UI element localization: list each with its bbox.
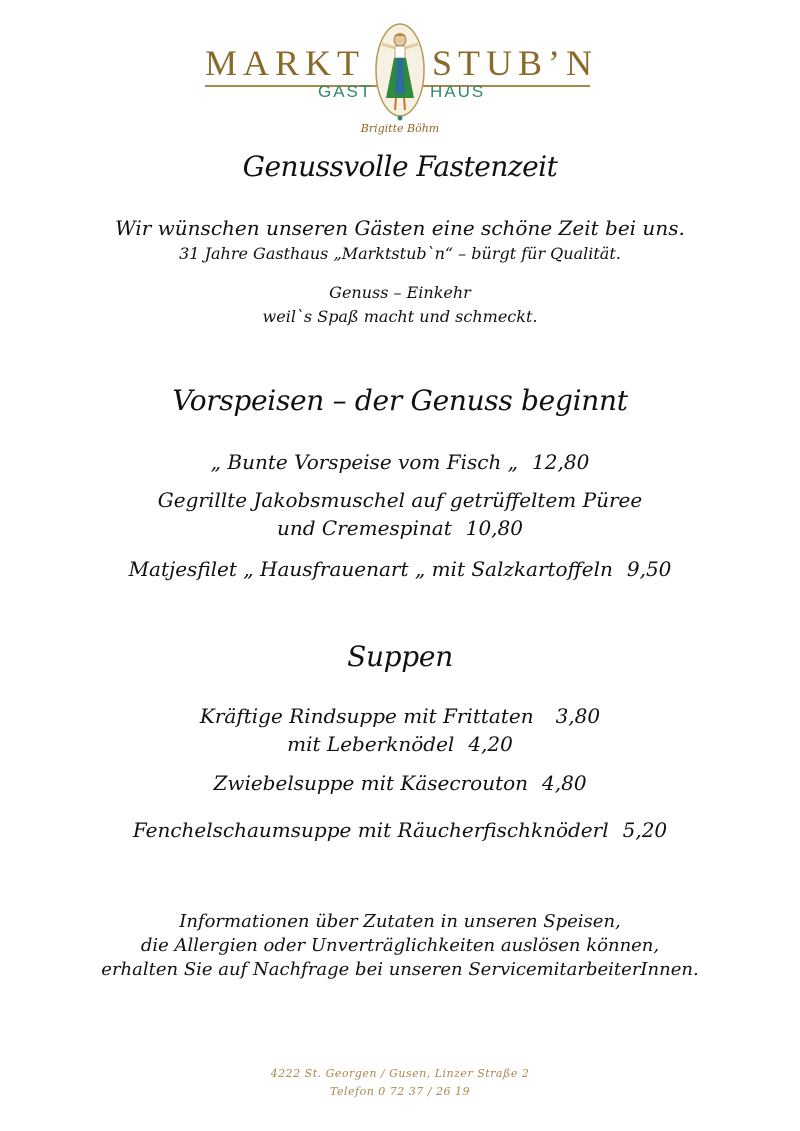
allergen-info-line-1: Informationen über Zutaten in unseren Speisen, (179, 911, 621, 932)
menu-item-price: 9,50 (626, 557, 672, 581)
menu-item-name: mit Leberknödel (287, 732, 455, 756)
intro-line-2: 31 Jahre Gasthaus „Marktstub`n“ – bürgt für Qualität. (179, 244, 621, 263)
menu-item-price: 3,80 (555, 704, 601, 728)
logo-owner-name: Brigitte Böhm (360, 122, 440, 135)
menu-item-name: und Cremespinat (277, 516, 452, 540)
allergen-info-line-2: die Allergien oder Unverträglichkeiten auslösen können, (140, 935, 660, 956)
menu-item (0, 704, 800, 728)
footer-phone: Telefon 0 72 37 / 26 19 (330, 1085, 470, 1098)
intro-line-4: weil`s Spaß macht und schmeckt. (262, 307, 538, 326)
menu-item-name: „ Bunte Vorspeise vom Fisch „ (210, 450, 519, 474)
menu-item-name: Kräftige Rindsuppe mit Frittaten (199, 704, 534, 728)
menu-item-continued (0, 516, 800, 540)
menu-item-price: 4,20 (468, 732, 513, 756)
menu-item-price: 10,80 (465, 516, 523, 540)
logo-sub-left: GAST (318, 82, 373, 101)
section-heading-suppen: Suppen (347, 640, 453, 673)
section-heading-vorspeisen: Vorspeisen – der Genuss beginnt (172, 384, 628, 417)
menu-item-name: Fenchelschaumsuppe mit Räucherfischknöderl (132, 818, 609, 842)
dirndl-figure-icon (370, 22, 430, 122)
menu-item (0, 488, 800, 512)
menu-item-price: 4,80 (542, 771, 587, 795)
allergen-info (0, 910, 800, 982)
menu-item-name: Zwiebelsuppe mit Käsecrouton (213, 771, 529, 795)
intro-line-3: Genuss – Einkehr (329, 283, 471, 302)
menu-item (0, 557, 800, 581)
footer-address: 4222 St. Georgen / Gusen, Linzer Straße 2 (270, 1067, 530, 1080)
page-title: Genussvolle Fastenzeit (242, 150, 558, 183)
menu-item-name: Gegrillte Jakobsmuschel auf getrüffeltem Püree (157, 488, 643, 512)
menu-item (0, 771, 800, 795)
menu-item-price: 5,20 (622, 818, 668, 842)
menu-item-price: 12,80 (532, 450, 590, 474)
restaurant-logo (0, 22, 800, 137)
menu-item (0, 450, 800, 474)
intro-line-1: Wir wünschen unseren Gästen eine schöne Zeit bei uns. (115, 216, 685, 240)
menu-item-continued (0, 732, 800, 756)
allergen-info-line-3: erhalten Sie auf Nachfrage bei unseren ServicemitarbeiterInnen. (101, 959, 699, 980)
menu-item (0, 818, 800, 842)
menu-item-name: Matjesfilet „ Hausfrauenart „ mit Salzkartoffeln (128, 557, 613, 581)
logo-word-left: MARKT (205, 43, 366, 83)
logo-word-right: STUB’N (432, 43, 599, 83)
logo-sub-right: HAUS (430, 82, 486, 101)
